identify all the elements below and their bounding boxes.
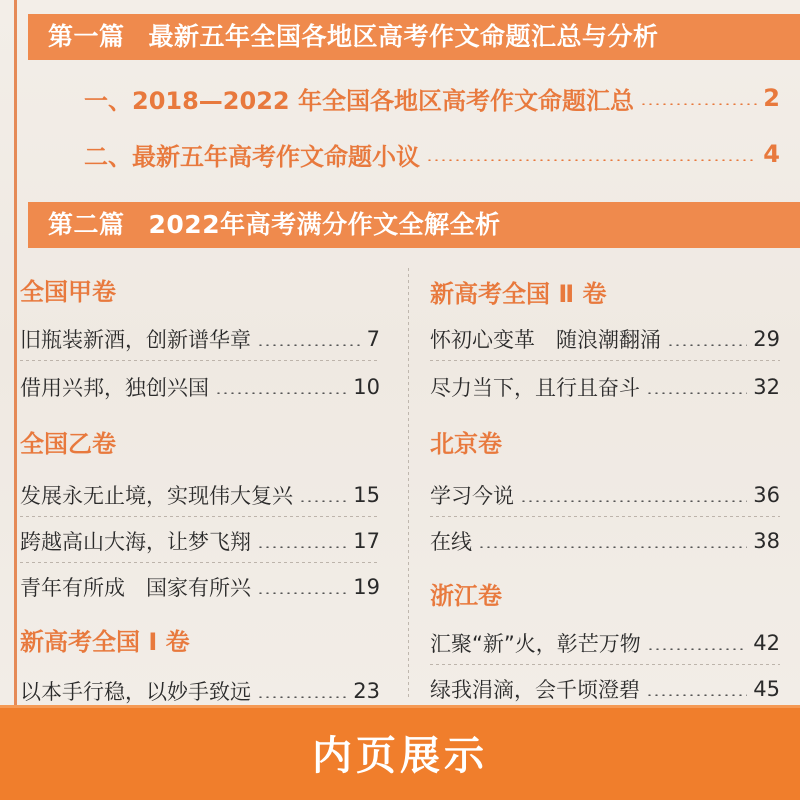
section-heading: 浙江卷 [430,582,502,610]
row-rule [20,360,380,361]
part-one-title: 最新五年全国各地区高考作文命题汇总与分析 [148,22,659,51]
toc-row[interactable] [20,572,380,602]
leader-dots [520,500,747,502]
row-rule [430,360,780,361]
leader-dots [257,592,347,594]
leader-dots [478,546,747,548]
toc-row-page: 23 [353,679,380,703]
leader-dots [257,344,361,346]
toc-row-page: 7 [366,327,380,351]
toc-row-title: 绿我涓滴，会千顷澄碧 [430,678,640,702]
toc-row[interactable] [430,526,780,556]
leader-dots [640,103,757,105]
toc-row-title: 尽力当下，且行且奋斗 [430,376,640,400]
toc-row-page: 38 [753,529,780,553]
toc-row[interactable] [430,372,780,402]
part-one-number: 第一篇 [48,22,125,51]
toc-row[interactable] [430,674,780,704]
toc-row-title: 汇聚“新”火，彰芒万物 [430,632,641,656]
part-one-item-1[interactable] [84,80,780,116]
toc-item-page: 4 [763,140,780,168]
part-one-item-2[interactable] [84,136,780,172]
toc-row-title: 旧瓶装新酒，创新谱华章 [20,328,251,352]
toc-row-title: 发展永无止境，实现伟大复兴 [20,484,293,508]
leader-dots [257,696,347,698]
toc-row[interactable] [20,676,380,705]
toc-row-title: 学习今说 [430,484,514,508]
section-heading: 新高考全国 Ⅱ 卷 [430,280,607,308]
toc-item-title: 一、2018—2022 年全国各地区高考作文命题汇总 [84,86,634,115]
footer-top-edge [0,705,800,708]
toc-row-title: 怀初心变革 随浪潮翻涌 [430,328,661,352]
toc-row[interactable] [430,480,780,510]
toc-row-page: 42 [753,631,780,655]
row-rule [430,516,780,517]
toc-row-page: 32 [753,375,780,399]
toc-row-page: 29 [753,327,780,351]
part-two-banner [28,202,800,248]
toc-row-title: 跨越高山大海，让梦飞翔 [20,530,251,554]
section-heading: 新高考全国 Ⅰ 卷 [20,628,190,656]
toc-row[interactable] [20,324,380,354]
part-one-banner [28,14,800,60]
toc-row-title: 青年有所成 国家有所兴 [20,576,251,600]
leader-dots [647,648,748,650]
toc-row[interactable] [430,628,780,658]
leader-dots [257,546,347,548]
toc-row-title: 以本手行稳，以妙手致远 [20,680,251,704]
toc-row-title: 在线 [430,530,472,554]
part-two-number: 第二篇 [48,210,125,239]
leader-dots [646,694,747,696]
toc-row[interactable] [20,372,380,402]
row-rule [20,562,380,563]
toc-item-title: 二、最新五年高考作文命题小议 [84,142,420,171]
leader-dots [299,500,347,502]
toc-row-page: 19 [353,575,380,599]
left-accent-rule [14,0,17,705]
toc-row[interactable] [20,526,380,556]
toc-item-page: 2 [763,84,780,112]
part-two-title: 2022年高考满分作文全解全析 [148,210,501,239]
toc-row-title: 借用兴邦，独创兴国 [20,376,209,400]
toc-row[interactable] [430,324,780,354]
leader-dots [667,344,747,346]
toc-row-page: 10 [353,375,380,399]
toc-row[interactable] [20,480,380,510]
toc-row-page: 15 [353,483,380,507]
column-divider [408,268,409,698]
leader-dots [646,392,747,394]
toc-row-page: 45 [753,677,780,701]
footer-label: 内页展示 [312,733,488,779]
section-heading: 全国甲卷 [20,278,116,306]
footer-banner [0,705,800,800]
row-rule [430,664,780,665]
section-heading: 全国乙卷 [20,430,116,458]
toc-row-page: 17 [353,529,380,553]
leader-dots [426,159,757,161]
section-heading: 北京卷 [430,430,502,458]
row-rule [20,516,380,517]
toc-row-page: 36 [753,483,780,507]
leader-dots [215,392,347,394]
